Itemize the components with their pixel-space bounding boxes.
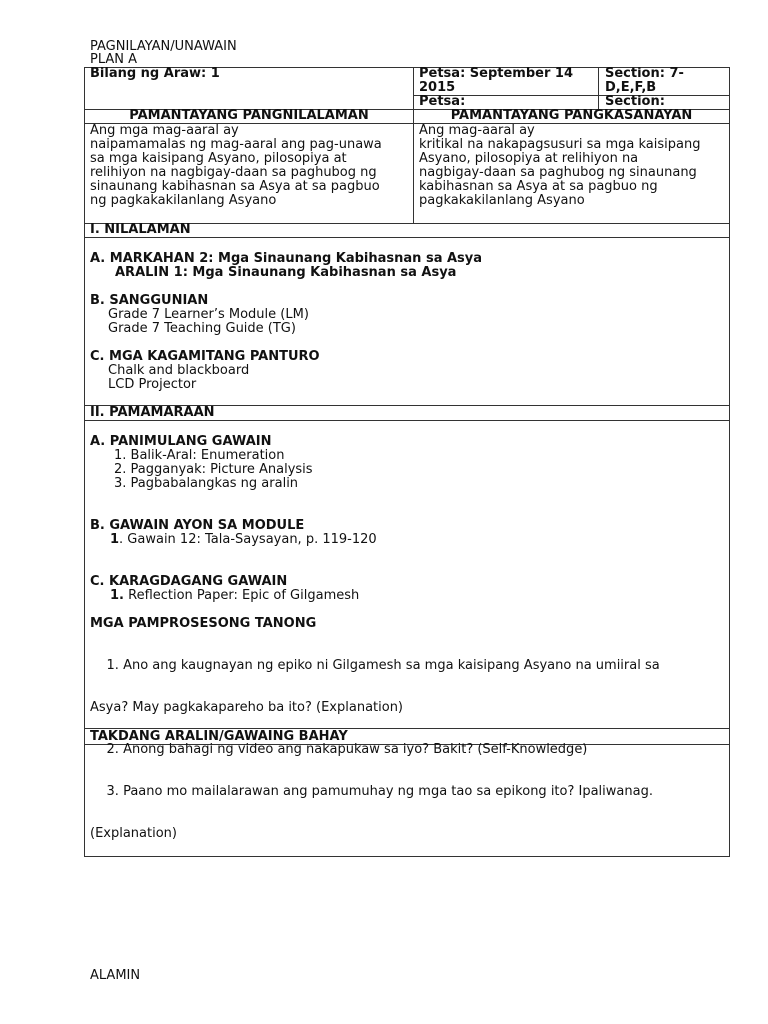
additional-activity-heading: C. KARAGDAGANG GAWAIN [90, 574, 288, 589]
initial-activity-list [114, 449, 313, 491]
initial-activity-heading: A. PANIMULANG GAWAIN [90, 434, 272, 449]
list-item: 3. Pagbabalangkas ng aralin [114, 476, 299, 491]
text-line: kabihasnan sa Asya at sa pagbuo ng [419, 179, 658, 194]
text-line: Asyano, pilosopiya at relihiyon na [419, 151, 639, 166]
references-list [108, 308, 309, 336]
date-field-2: Petsa: [419, 94, 466, 109]
lesson-title: ARALIN 1: Mga Sinaunang Kabihasnan sa Asya [115, 265, 457, 280]
list-item: 1. Balik-Aral: Enumeration [114, 448, 285, 463]
section-line: Section: 7- [605, 66, 684, 81]
performance-standard-text [419, 124, 700, 208]
item-number: 1. [110, 588, 124, 603]
date-field-1 [419, 67, 573, 95]
list-item: Grade 7 Teaching Guide (TG) [108, 321, 296, 336]
text-line: kritikal na nakapagsusuri sa mga kaisipang [419, 137, 701, 152]
list-item: 2. Pagganyak: Picture Analysis [114, 462, 313, 477]
module-activity-heading: B. GAWAIN AYON SA MODULE [90, 518, 305, 533]
text-line: Ang mga mag-aaral ay [90, 123, 239, 138]
processing-questions-heading: MGA PAMPROSESONG TANONG [90, 616, 317, 631]
date-line: Petsa: September 14 [419, 66, 574, 81]
text-line: Ang mag-aaral ay [419, 123, 535, 138]
list-item: Chalk and blackboard [108, 363, 250, 378]
materials-heading: C. MGA KAGAMITANG PANTURO [90, 349, 320, 364]
section-field-1 [605, 67, 684, 95]
item-text: . Gawain 12: Tala-Saysayan, p. 119-120 [119, 532, 377, 547]
question-line: 3. Paano mo mailalarawan ang pamumuhay ng mga tao sa epikong ito? Ipaliwanag. [90, 784, 653, 799]
module-activity-item [110, 533, 377, 547]
list-item: Grade 7 Learner’s Module (LM) [108, 307, 309, 322]
references-heading: B. SANGGUNIAN [90, 293, 209, 308]
footer-label: ALAMIN [90, 968, 141, 983]
materials-list [108, 364, 249, 392]
date-year: 2015 [419, 80, 456, 95]
homework-content-area [85, 742, 729, 856]
text-line: pagkakakilanlang Asyano [419, 193, 585, 208]
content-standard-text [90, 124, 382, 208]
performance-standard-heading: PAMANTAYANG PANGKASANAYAN [450, 108, 693, 123]
homework-heading: TAKDANG ARALIN/GAWAING BAHAY [90, 729, 348, 744]
content-section-heading: I. NILALAMAN [90, 222, 191, 237]
text-line: sa mga kaisipang Asyano, pilosopiya at [90, 151, 347, 166]
document-title: PAGNILAYAN/UNAWAIN [90, 39, 237, 54]
question-line: 2. Anong bahagi ng video ang nakapukaw sa iyo? Bakit? (Self-Knowledge) [90, 742, 588, 757]
item-number: 1 [110, 532, 120, 547]
text-line: naipamamalas ng mag-aaral ang pag-unawa [90, 137, 382, 152]
question-line: Asya? May pagkakapareho ba ito? (Explanation) [90, 700, 404, 715]
question-line: 1. Ano ang kaugnayan ng epiko ni Gilgamesh sa mga kaisipang Asyano na umiiral sa [90, 658, 660, 673]
text-line: ng pagkakakilanlang Asyano [90, 193, 277, 208]
procedure-section-heading: II. PAMAMARAAN [90, 405, 215, 420]
section-field-2: Section: [605, 94, 665, 109]
quarter-title: A. MARKAHAN 2: Mga Sinaunang Kabihasnan sa Asya [90, 251, 483, 266]
text-line: nagbigay-daan sa paghubog ng sinaunang [419, 165, 697, 180]
list-item: LCD Projector [108, 377, 197, 392]
text-line: sinaunang kabihasnan sa Asya at sa pagbuo [90, 179, 380, 194]
plan-label: PLAN A [90, 52, 138, 67]
content-standard-heading: PAMANTAYANG PANGNILALAMAN [129, 108, 369, 123]
question-line: (Explanation) [90, 826, 177, 841]
text-line: relihiyon na nagbigay-daan sa paghubog ng [90, 165, 377, 180]
additional-activity-item [110, 589, 359, 603]
day-number: Bilang ng Araw: 1 [90, 66, 220, 81]
item-text: Reflection Paper: Epic of Gilgamesh [123, 588, 360, 603]
section-groups: D,E,F,B [605, 80, 657, 95]
